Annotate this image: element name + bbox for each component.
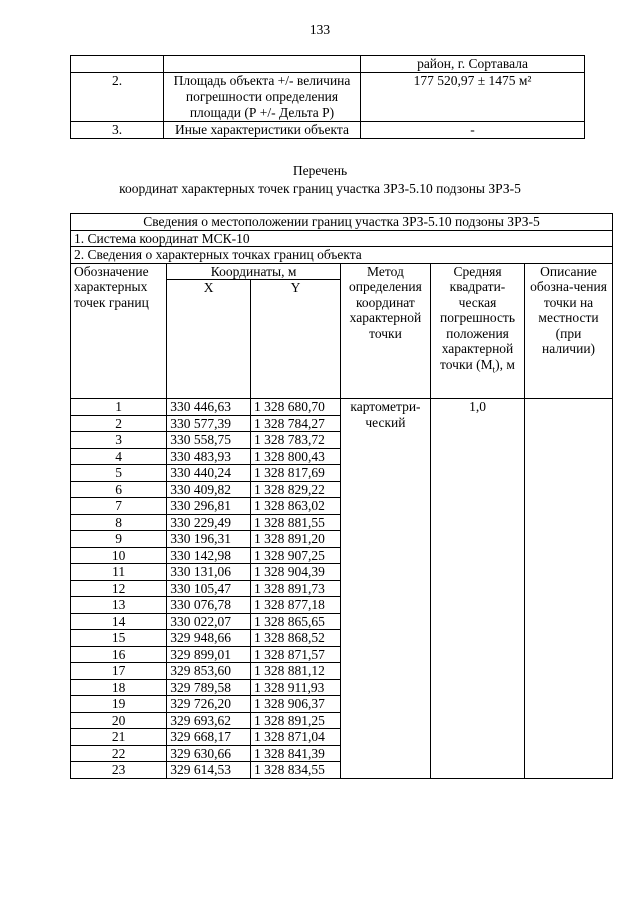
header-designation: Обозначение характерных точек границ	[71, 263, 167, 399]
row-value: -	[361, 122, 585, 139]
point-x: 330 296,81	[167, 498, 251, 515]
point-y: 1 328 871,57	[250, 646, 340, 663]
header-method: Метод определения координат характерной точки	[340, 263, 430, 399]
point-y: 1 328 881,55	[250, 514, 340, 531]
point-y: 1 328 906,37	[250, 696, 340, 713]
point-number: 10	[71, 547, 167, 564]
row-number	[71, 56, 164, 73]
point-y: 1 328 829,22	[250, 481, 340, 498]
list-heading: Перечень	[292, 163, 348, 178]
point-y: 1 328 680,70	[250, 399, 340, 416]
point-number: 18	[71, 679, 167, 696]
point-y: 1 328 868,52	[250, 630, 340, 647]
point-x: 330 142,98	[167, 547, 251, 564]
point-x: 330 446,63	[167, 399, 251, 416]
header-description: Описание обозна-чения точки на местности (при наличии)	[525, 263, 613, 399]
row-value: район, г. Сортавала	[361, 56, 585, 73]
table-row	[71, 122, 585, 139]
header-coordinates: Координаты, м	[167, 263, 341, 280]
point-number: 6	[71, 481, 167, 498]
point-number: 9	[71, 531, 167, 548]
point-x: 330 196,31	[167, 531, 251, 548]
table-title: Сведения о местоположении границ участка ЗРЗ-5.10 подзоны ЗРЗ-5	[71, 214, 613, 231]
coordinate-rows	[71, 399, 613, 779]
row-name: Иные характеристики объекта	[164, 122, 361, 139]
table-row	[71, 73, 585, 122]
point-y: 1 328 817,69	[250, 465, 340, 482]
point-number: 2	[71, 415, 167, 432]
point-x: 330 483,93	[167, 448, 251, 465]
point-x: 329 853,60	[167, 663, 251, 680]
point-x: 329 630,66	[167, 745, 251, 762]
section-title: 2. Сведения о характерных точках границ объекта	[71, 247, 613, 264]
point-number: 16	[71, 646, 167, 663]
point-y: 1 328 841,39	[250, 745, 340, 762]
point-y: 1 328 904,39	[250, 564, 340, 581]
point-x: 329 726,20	[167, 696, 251, 713]
coordinates-table	[70, 213, 613, 779]
row-name: Площадь объекта +/- величина погрешности определения площади (Р +/- Дельта Р)	[164, 73, 361, 122]
point-y: 1 328 865,65	[250, 613, 340, 630]
point-number: 4	[71, 448, 167, 465]
point-y: 1 328 783,72	[250, 432, 340, 449]
point-number: 11	[71, 564, 167, 581]
point-y: 1 328 784,27	[250, 415, 340, 432]
point-number: 14	[71, 613, 167, 630]
point-x: 330 409,82	[167, 481, 251, 498]
point-x: 329 614,53	[167, 762, 251, 779]
point-y: 1 328 881,12	[250, 663, 340, 680]
point-number: 23	[71, 762, 167, 779]
method-value: картометри-ческий	[340, 399, 430, 779]
point-x: 330 558,75	[167, 432, 251, 449]
point-x: 330 577,39	[167, 415, 251, 432]
point-number: 12	[71, 580, 167, 597]
point-x: 329 948,66	[167, 630, 251, 647]
row-number: 2.	[71, 73, 164, 122]
point-number: 7	[71, 498, 167, 515]
row-number: 3.	[71, 122, 164, 139]
point-number: 3	[71, 432, 167, 449]
point-number: 1	[71, 399, 167, 416]
point-number: 22	[71, 745, 167, 762]
point-y: 1 328 891,20	[250, 531, 340, 548]
point-x: 330 022,07	[167, 613, 251, 630]
point-number: 5	[71, 465, 167, 482]
point-x: 330 131,06	[167, 564, 251, 581]
table-row	[71, 399, 613, 416]
table-row	[71, 56, 585, 73]
point-y: 1 328 907,25	[250, 547, 340, 564]
coordinate-system: 1. Система координат МСК-10	[71, 230, 613, 247]
point-x: 330 229,49	[167, 514, 251, 531]
point-y: 1 328 800,43	[250, 448, 340, 465]
header-x: X	[167, 280, 251, 399]
point-y: 1 328 871,04	[250, 729, 340, 746]
point-y: 1 328 891,73	[250, 580, 340, 597]
point-number: 17	[71, 663, 167, 680]
point-x: 329 668,17	[167, 729, 251, 746]
list-subheading: координат характерных точек границ участка ЗРЗ-5.10 подзоны ЗРЗ-5	[119, 181, 521, 196]
header-y: Y	[250, 280, 340, 399]
object-info-table	[70, 55, 585, 139]
point-number: 19	[71, 696, 167, 713]
row-value: 177 520,97 ± 1475 м²	[361, 73, 585, 122]
error-value: 1,0	[430, 399, 524, 779]
point-number: 8	[71, 514, 167, 531]
header-error-text: Средняя квадрати-ческая погрешность положения характерной точки $(M_t)$, м	[439, 263, 515, 375]
point-y: 1 328 863,02	[250, 498, 340, 515]
point-x: 329 693,62	[167, 712, 251, 729]
point-number: 13	[71, 597, 167, 614]
point-y: 1 328 891,25	[250, 712, 340, 729]
point-number: 15	[71, 630, 167, 647]
point-number: 21	[71, 729, 167, 746]
description-value	[525, 399, 613, 779]
point-x: 330 105,47	[167, 580, 251, 597]
page-number: 133	[309, 22, 331, 37]
point-x: 329 899,01	[167, 646, 251, 663]
header-error	[430, 263, 524, 399]
row-name	[164, 56, 361, 73]
point-x: 330 440,24	[167, 465, 251, 482]
point-x: 329 789,58	[167, 679, 251, 696]
point-x: 330 076,78	[167, 597, 251, 614]
point-y: 1 328 877,18	[250, 597, 340, 614]
point-y: 1 328 834,55	[250, 762, 340, 779]
point-number: 20	[71, 712, 167, 729]
point-y: 1 328 911,93	[250, 679, 340, 696]
